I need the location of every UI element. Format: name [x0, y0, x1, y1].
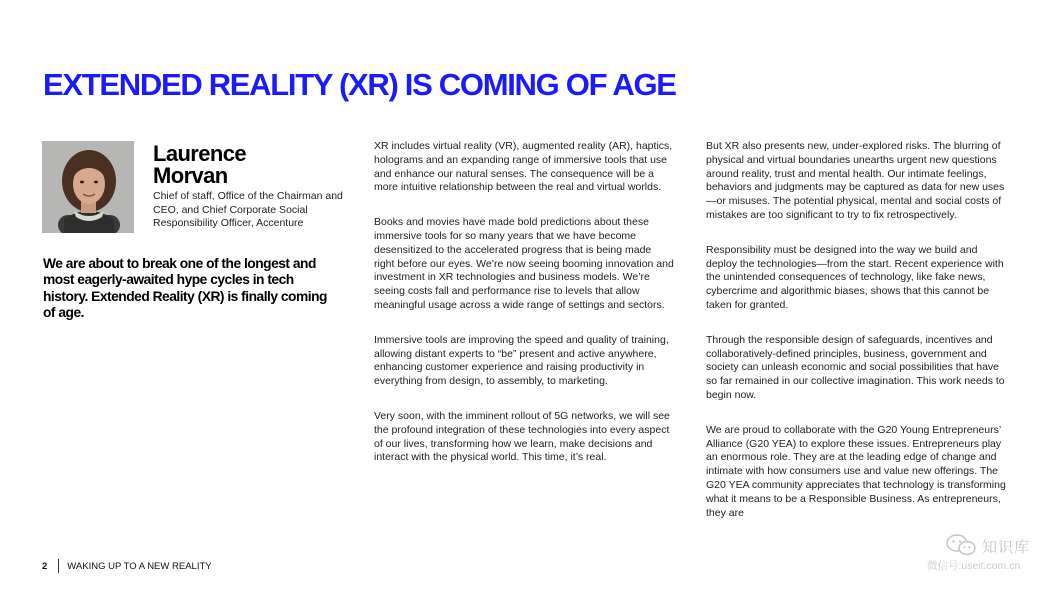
paragraph: Very soon, with the imminent rollout of 5G networks, we will see the profound integration of these technologies into every aspect of our lives, transforming how we learn, make decisions and interact with the physical world. This time, it’s real.: [374, 409, 670, 464]
page-title: EXTENDED REALITY (XR) IS COMING OF AGE: [43, 67, 676, 102]
author-photo: [42, 141, 134, 233]
footer-divider: [58, 559, 59, 573]
wechat-icon: [945, 534, 977, 561]
body-column-2: [706, 140, 1006, 532]
paragraph: Responsibility must be designed into the way we build and deploy the technologies—from the start. Recent experience with the unintended consequences of technology, like fake news, cybercrime and algorithmic biases, shows that this cannot be taken for granted.: [706, 243, 1004, 311]
author-last-name: Morvan: [153, 163, 228, 188]
paragraph: But XR also presents new, under-explored risks. The blurring of physical and virtual boundaries unearths urgent new questions around reality, trust and mental health. Our intimate feelings, behaviors and judgments may be captured as data for new uses—or misuses. The potential physical, mental and social costs of mistakes are too significant to try to fix retrospectively.: [706, 140, 1005, 221]
author-name: [153, 143, 353, 187]
paragraph: We are proud to collaborate with the G20 Young Entrepreneurs’ Alliance (G20 YEA) to explore these issues. Entrepreneurs play an enormous role. They are at the leading edge of change and intimate with how consumers use and value new offerings. The G20 YEA community appreciates that technology is transforming what it means to be a Responsible Business. As entrepreneurs, they are: [706, 423, 1006, 519]
page-footer: [42, 559, 212, 573]
body-column-1: [374, 140, 674, 486]
author-first-name: Laurence: [153, 141, 247, 166]
paragraph: Books and movies have made bold predictions about these immersive tools for so many years that we have become desensitized to the accelerated progress that is being made right before our eyes. We’re now seeing booming innovation and investment in XR technologies and business models. We’re seeing costs fall and performance rise to levels that allow meaningful usage across a wide range of settings and sectors.: [374, 216, 674, 311]
page-number: 2: [42, 560, 48, 572]
watermark: [927, 532, 1042, 576]
paragraph: Through the responsible design of safeguards, incentives and collaboratively-defined principles, business, government and society can unleash economic and social possibilities that have so far remained in our collective imagination. This work needs to begin now.: [706, 333, 1005, 401]
author-role: Chief of staff, Office of the Chairman and CEO, and Chief Corporate Social Responsibility Officer, Accenture: [153, 190, 343, 230]
watermark-brand: 知识库: [982, 539, 1031, 556]
watermark-subtitle: 微信号:useit.com.cn: [927, 560, 1021, 572]
paragraph: Immersive tools are improving the speed and quality of training, allowing distant experts to “be” present and active anywhere, enhancing customer experience and raising productivity in everything from design, to assembly, to marketing.: [374, 333, 669, 388]
pull-quote: We are about to break one of the longest and most eagerly-awaited hype cycles in tech history. Extended Reality (XR) is finally coming of age.: [43, 256, 327, 320]
section-title: WAKING UP TO A NEW REALITY: [67, 560, 212, 572]
paragraph: XR includes virtual reality (VR), augmented reality (AR), haptics, holograms and an expanding range of immersive tools that use and enhance our natural senses. The consequence will be a more intuitive relationship between the real and virtual worlds.: [374, 140, 673, 194]
